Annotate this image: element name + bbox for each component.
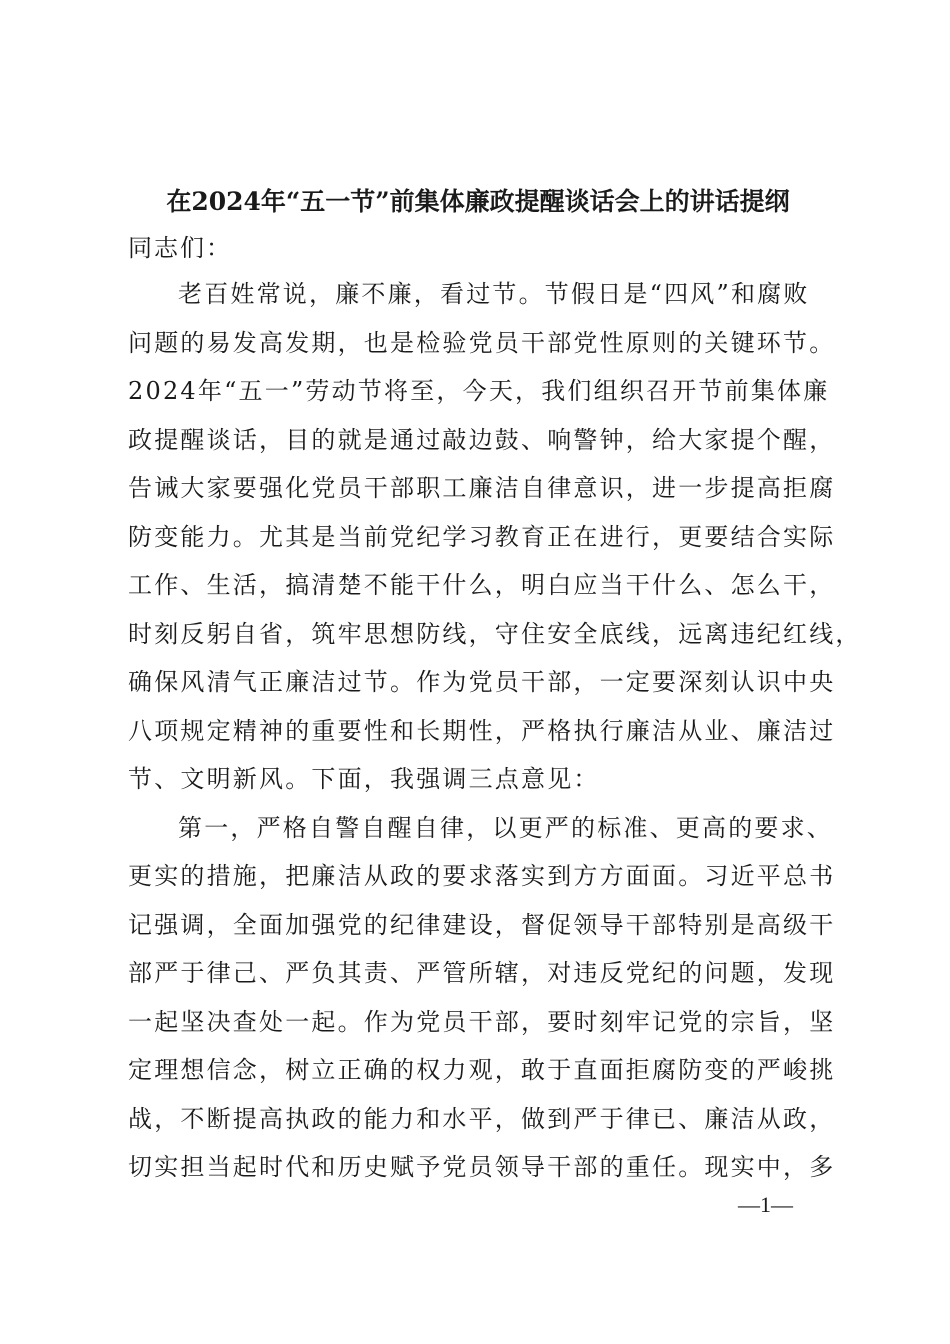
page-number: —1— <box>738 1192 793 1217</box>
document-title: 在2024年“五一节”前集体廉政提醒谈话会上的讲话提纲 <box>166 187 790 216</box>
paragraph-line: 确保风清气正廉洁过节。作为党员干部，一定要深刻认识中央 <box>128 668 836 696</box>
paragraph-line: 定理想信念，树立正确的权力观，敢于直面拒腐防变的严峻挑 <box>128 1056 836 1084</box>
paragraph-line: 工作、生活，搞清楚不能干什么，明白应当干什么、怎么干， <box>128 571 836 599</box>
paragraph-line: 更实的措施，把廉洁从政的要求落实到方方面面。习近平总书 <box>128 862 836 890</box>
paragraph-line: 节、文明新风。下面，我强调三点意见： <box>128 765 600 793</box>
paragraph-line: 老百姓常说，廉不廉，看过节。节假日是“四风”和腐败 <box>178 280 810 308</box>
paragraph-line: 防变能力。尤其是当前党纪学习教育正在进行，更要结合实际 <box>128 522 836 551</box>
paragraph-line: 记强调，全面加强党的纪律建设，督促领导干部特别是高级干 <box>128 910 836 939</box>
paragraph-line: 部严于律己、严负其责、严管所辖，对违反党纪的问题，发现 <box>128 959 836 987</box>
paragraph-line: 政提醒谈话，目的就是通过敲边鼓、响警钟，给大家提个醒， <box>128 425 836 454</box>
body-text <box>128 270 862 1192</box>
paragraph-line: 问题的易发高发期，也是检验党员干部党性原则的关键环节。 <box>128 328 836 357</box>
paragraph-line: 八项规定精神的重要性和长期性，严格执行廉洁从业、廉洁过 <box>128 716 836 745</box>
salutation: 同志们： <box>128 234 232 262</box>
paragraph-line: 一起坚决查处一起。作为党员干部，要时刻牢记党的宗旨，坚 <box>128 1007 836 1036</box>
paragraph-line: 第一，严格自警自醒自律，以更严的标准、更高的要求、 <box>178 813 833 842</box>
paragraph-line: 告诫大家要强化党员干部职工廉洁自律意识，进一步提高拒腐 <box>128 474 836 502</box>
paragraph-line: 2024年“五一”劳动节将至，今天，我们组织召开节前集体廉 <box>128 377 830 405</box>
paragraph-line: 时刻反躬自省，筑牢思想防线，守住安全底线，远离违纪红线， <box>128 619 862 648</box>
paragraph-line: 战，不断提高执政的能力和水平，做到严于律已、廉洁从政， <box>128 1104 836 1133</box>
paragraph-line: 切实担当起时代和历史赋予党员领导干部的重任。现实中，多 <box>128 1153 836 1181</box>
